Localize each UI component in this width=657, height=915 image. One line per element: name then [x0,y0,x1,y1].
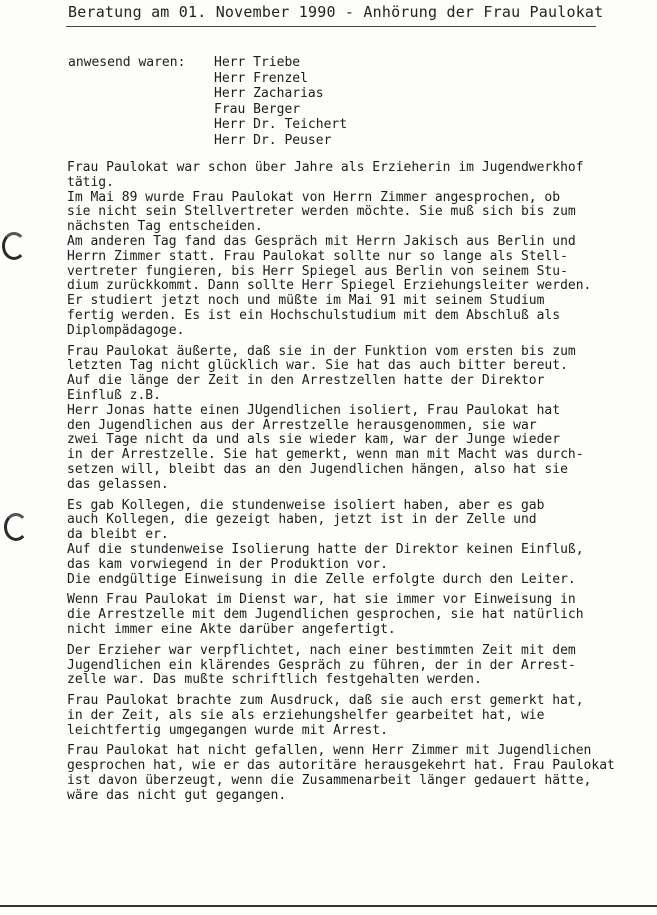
punch-hole-icon [4,513,28,541]
text-line: Jugendlichen ein klärendes Gespräch zu führen, der in der Arrest- [67,657,576,673]
attendee-list [68,55,347,148]
attendee-name: Herr Frenzel [214,70,308,86]
text-line: tätig. [67,174,114,190]
attendee-row [68,133,347,149]
attendee-name: Frau Berger [214,101,301,117]
text-line: Einfluß z.B. [67,387,161,403]
text-line: sie nicht sein Stellvertreter werden möchte. Sie muß sich bis zum [67,204,576,220]
attendee-name: Herr Zacharias [214,86,324,101]
paragraph [67,499,657,588]
attendee-row [68,102,347,118]
text-line: gesprochen hat, wie er das autoritäre herausgekehrt hat. Frau Paulokat [67,758,615,774]
text-line: auch Kollegen, die gezeigt haben, jetzt ist in der Zelle und [67,512,537,528]
text-line: Im Mai 89 wurde Frau Paulokat von Herrn Zimmer angesprochen, ob [67,189,561,205]
paragraph [67,694,657,738]
text-line: nicht immer eine Akte darüber angefertigt. [67,621,396,637]
text-line: Frau Paulokat hat nicht gefallen, wenn Herr Zimmer mit Jugendlichen [67,743,592,759]
text-line: Frau Paulokat war schon über Jahre als Erzieherin im Jugendwerkhof [67,160,584,175]
text-line: Auf die stundenweise Isolierung hatte der Direktor keinen Einfluß, [67,541,584,557]
text-line: den Jugendlichen aus der Arrestzelle herausgenommen, sie war [67,417,537,433]
text-line: das gelassen. [67,476,169,492]
text-line: letzten Tag nicht glücklich war. Sie hat das auch bitter bereut. [67,358,568,374]
paragraph [67,161,657,339]
attendee-row [68,55,347,71]
minutes-body [67,161,657,804]
paragraph [67,593,657,637]
text-line: dium zurückkommt. Dann sollte Herr Spiegel Erziehungsleiter werden. [67,278,592,294]
page-header-title: Beratung am 01. November 1990 - Anhörung der Frau Paulokat [68,3,604,21]
attendee-name: Herr Dr. Teichert [214,117,348,132]
attendee-row [68,86,347,102]
paragraph [67,744,657,803]
text-line: Frau Paulokat brachte zum Ausdruck, daß sie auch erst gemerkt hat, [67,693,584,709]
text-line: Der Erzieher war verpflichtet, nach einer bestimmten Zeit mit dem [67,642,576,658]
text-line: da bleibt er. [67,527,169,543]
attendee-row [68,71,347,87]
text-line: Er studiert jetzt noch und müßte im Mai 91 mit seinem Studium [67,293,545,309]
text-line: das kam vorwiegend in der Produktion vor. [67,556,388,572]
text-line: wäre das nicht gut gegangen. [67,787,287,803]
text-line: setzen will, bleibt das an den Jugendlichen hängen, also hat sie [67,461,568,477]
text-line: in der Zeit, als sie als erziehungshelfer gearbeitet hat, wie [67,707,545,723]
attendee-name: Herr Triebe [214,55,301,70]
text-line: Herr Jonas hatte einen JUgendlichen isoliert, Frau Paulokat hat [67,402,561,418]
text-line: Es gab Kollegen, die stundenweise isoliert haben, aber es gab [67,497,545,513]
text-line: Wenn Frau Paulokat im Dienst war, hat sie immer vor Einweisung in [67,592,576,608]
text-line: leichtfertig umgegangen wurde mit Arrest. [67,722,388,738]
text-line: fertig werden. Es ist ein Hochschulstudium mit dem Abschluß als [67,307,561,323]
punch-hole-icon [2,232,26,260]
text-line: Frau Paulokat äußerte, daß sie in der Funktion vom ersten bis zum [67,343,576,359]
text-line: Am anderen Tag fand das Gespräch mit Herrn Jakisch aus Berlin und [67,233,576,249]
text-line: Die endgültige Einweisung in die Zelle erfolgte durch den Leiter. [67,571,576,587]
footer-divider [0,905,657,907]
text-line: die Arrestzelle mit dem Jugendlichen gesprochen, sie hat natürlich [67,607,584,623]
text-line: Diplompädagoge. [67,322,185,338]
paragraph [67,345,657,493]
text-line: zwei Tage nicht da und als sie wieder kam, war der Junge wieder [67,432,561,448]
text-line: Auf die länge der Zeit in den Arrestzellen hatte der Direktor [67,373,545,389]
attendee-row [68,117,347,133]
paragraph [67,644,657,688]
text-line: Herrn Zimmer statt. Frau Paulokat sollte nur so lange als Stell- [67,248,568,264]
attendees-label: anwesend waren: [68,55,186,70]
text-line: vertreter fungieren, bis Herr Spiegel aus Berlin von seinem Stu- [67,263,568,279]
header-divider [66,26,596,27]
attendee-name: Herr Dr. Peuser [214,132,332,148]
text-line: nächsten Tag entscheiden. [67,219,263,235]
text-line: zelle war. Das mußte schriftlich festgehalten werden. [67,672,482,688]
text-line: in der Arrestzelle. Sie hat gemerkt, wenn man mit Macht was durch- [67,447,584,463]
text-line: ist davon überzeugt, wenn die Zusammenarbeit länger gedauert hätte, [67,773,592,789]
